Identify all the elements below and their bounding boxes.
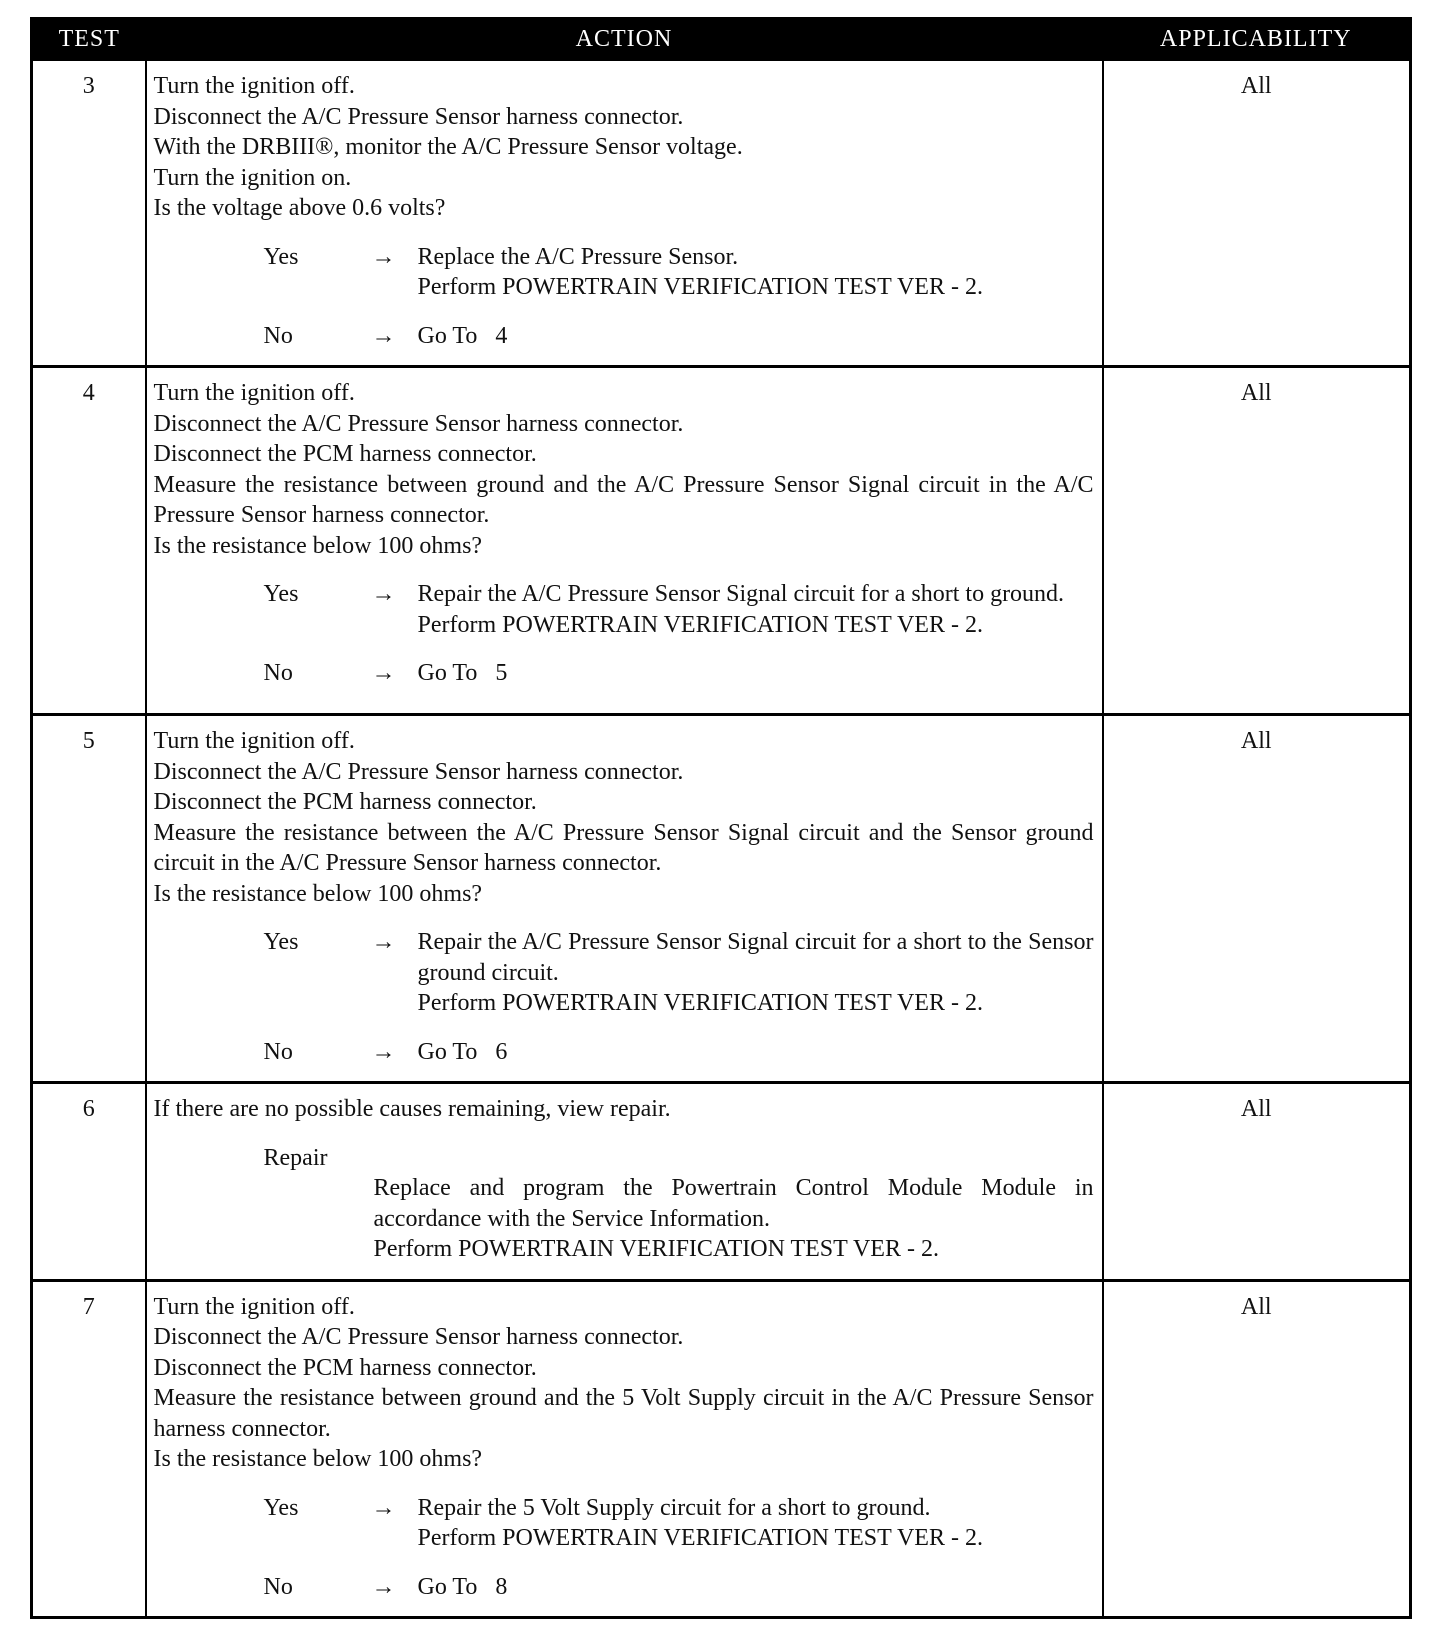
step-text: Turn the ignition off. <box>153 73 355 99</box>
step-text: With the DRBIII®, monitor the A/C Pressure Sensor voltage. <box>153 134 743 160</box>
test-row-5 <box>32 715 1411 1083</box>
yes-label: Yes <box>263 929 299 955</box>
yes-result-text: Repair the A/C Pressure Sensor Signal circuit for a short to the Sensor ground circuit. <box>417 929 1094 986</box>
step-text: Disconnect the A/C Pressure Sensor harness connector. <box>153 1324 684 1350</box>
step-text: Disconnect the PCM harness connector. <box>153 789 537 815</box>
no-label: No <box>263 322 293 349</box>
repair-steps <box>374 1173 1094 1265</box>
step-text: Measure the resistance between the A/C Pressure Sensor Signal circuit and the Sensor ground circuit in the A/C Pressure Sensor harness connector. <box>153 819 1094 876</box>
no-outcome <box>264 658 1094 689</box>
step-text: Disconnect the PCM harness connector. <box>153 441 537 467</box>
no-outcome <box>264 321 1094 352</box>
table-header-row <box>32 19 1411 60</box>
test-row-3 <box>32 60 1411 367</box>
test-action-table <box>30 17 1412 1619</box>
right-arrow-icon: → <box>371 1573 396 1600</box>
header-action: ACTION <box>146 19 1103 60</box>
yes-result-text: Perform POWERTRAIN VERIFICATION TEST VER - 2. <box>417 274 983 300</box>
applicability-cell: All <box>1103 1280 1411 1618</box>
action-cell <box>146 367 1103 715</box>
test-row-4 <box>32 367 1411 715</box>
no-result-text: Go To 4 <box>417 322 508 349</box>
step-text: Disconnect the A/C Pressure Sensor harness connector. <box>153 410 684 437</box>
no-outcome <box>264 1037 1094 1068</box>
step-list <box>154 1094 1094 1125</box>
no-result-text: Go To 6 <box>417 1038 508 1065</box>
step-list <box>154 726 1094 909</box>
applicability-cell: All <box>1103 715 1411 1083</box>
action-cell <box>146 60 1103 367</box>
question-text: Is the resistance below 100 ohms? <box>153 532 483 559</box>
right-arrow-icon: → <box>371 581 396 607</box>
step-text: Turn the ignition off. <box>153 728 355 754</box>
applicability-cell: All <box>1103 1083 1411 1281</box>
yes-outcome <box>264 579 1094 640</box>
step-text: Measure the resistance between ground and the 5 Volt Supply circuit in the A/C Pressure Sensor harness connector. <box>153 1385 1094 1442</box>
right-arrow-icon: → <box>371 929 396 955</box>
test-number: 5 <box>32 715 146 1083</box>
no-label: No <box>263 1573 293 1600</box>
repair-step-text: Replace and program the Powertrain Control Module Module in accordance with the Service Information. <box>373 1175 1094 1232</box>
yes-result-text: Repair the A/C Pressure Sensor Signal circuit for a short to ground. <box>417 581 1065 607</box>
test-row-7 <box>32 1280 1411 1618</box>
yes-label: Yes <box>263 243 299 270</box>
action-cell <box>146 715 1103 1083</box>
right-arrow-icon: → <box>371 1494 396 1521</box>
step-text: Disconnect the PCM harness connector. <box>153 1354 537 1381</box>
test-number: 6 <box>32 1083 146 1281</box>
applicability-cell: All <box>1103 60 1411 367</box>
step-text: Turn the ignition off. <box>153 380 355 406</box>
yes-label: Yes <box>263 581 299 607</box>
test-row-6 <box>32 1083 1411 1281</box>
step-text: If there are no possible causes remaining, view repair. <box>153 1096 671 1122</box>
question-text: Is the voltage above 0.6 volts? <box>153 195 446 221</box>
step-text: Turn the ignition off. <box>153 1293 355 1320</box>
repair-step-text: Perform POWERTRAIN VERIFICATION TEST VER - 2. <box>373 1236 939 1262</box>
right-arrow-icon: → <box>371 1038 396 1065</box>
step-text: Disconnect the A/C Pressure Sensor harness connector. <box>153 758 684 785</box>
step-text: Disconnect the A/C Pressure Sensor harness connector. <box>153 103 684 130</box>
yes-result-text: Repair the 5 Volt Supply circuit for a short to ground. <box>417 1494 931 1521</box>
test-number: 7 <box>32 1280 146 1618</box>
yes-result-text: Perform POWERTRAIN VERIFICATION TEST VER - 2. <box>417 990 983 1016</box>
yes-result-text: Perform POWERTRAIN VERIFICATION TEST VER - 2. <box>417 1525 983 1551</box>
step-list <box>154 71 1094 224</box>
action-cell <box>146 1083 1103 1281</box>
no-result-text: Go To 5 <box>417 660 508 686</box>
yes-result-text: Perform POWERTRAIN VERIFICATION TEST VER - 2. <box>417 611 983 638</box>
no-outcome <box>264 1572 1094 1603</box>
step-list <box>154 1292 1094 1475</box>
step-text: Turn the ignition on. <box>153 164 352 191</box>
no-label: No <box>263 1038 293 1065</box>
action-cell <box>146 1280 1103 1618</box>
test-number: 4 <box>32 367 146 715</box>
header-applicability: APPLICABILITY <box>1103 19 1411 60</box>
question-text: Is the resistance below 100 ohms? <box>153 1446 483 1472</box>
step-list <box>154 378 1094 561</box>
yes-outcome <box>264 1493 1094 1554</box>
no-label: No <box>263 660 293 686</box>
header-test: TEST <box>32 19 146 60</box>
yes-outcome <box>264 242 1094 303</box>
test-number: 3 <box>32 60 146 367</box>
no-result-text: Go To 8 <box>417 1573 508 1600</box>
yes-label: Yes <box>263 1494 299 1521</box>
yes-result-text: Replace the A/C Pressure Sensor. <box>417 243 739 270</box>
right-arrow-icon: → <box>371 322 396 349</box>
right-arrow-icon: → <box>371 243 396 270</box>
applicability-cell: All <box>1103 367 1411 715</box>
step-text: Measure the resistance between ground and the A/C Pressure Sensor Signal circuit in the A/C Pressure Sensor harness connector. <box>153 471 1094 528</box>
yes-outcome <box>264 927 1094 1019</box>
question-text: Is the resistance below 100 ohms? <box>153 880 483 907</box>
repair-label: Repair <box>263 1144 328 1171</box>
right-arrow-icon: → <box>371 660 396 686</box>
